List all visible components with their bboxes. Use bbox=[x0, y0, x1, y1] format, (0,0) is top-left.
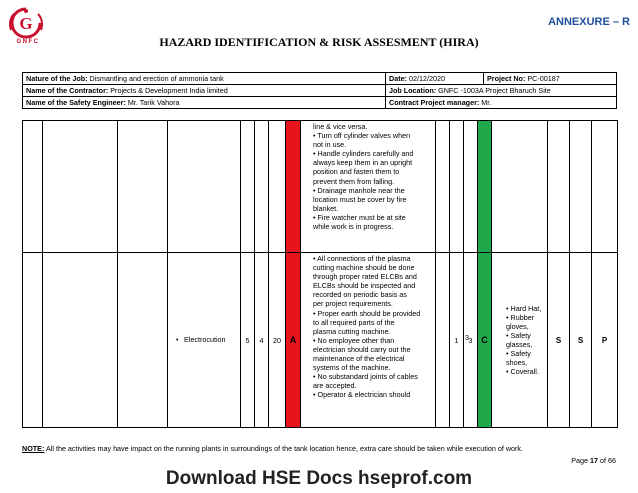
job-cell: Nature of the Job: Dismantling and erection of ammonia tank bbox=[23, 73, 386, 85]
job-info-table bbox=[22, 72, 617, 109]
table-row bbox=[23, 121, 618, 253]
note: NOTE: All the activities may have impact on the running plants in surroundings of the tank location hence, extra care should be taken while execution of work. bbox=[22, 444, 524, 453]
hazard-cell: • Electrocution bbox=[168, 253, 241, 428]
controls-cell bbox=[301, 121, 436, 253]
risk-score-cell: 20 bbox=[269, 253, 286, 428]
status-s1-cell: S bbox=[548, 253, 570, 428]
annexure-label: ANNEXURE – R bbox=[548, 16, 630, 28]
date-cell: Date: 02/12/2020 bbox=[386, 73, 484, 85]
location-cell: Job Location: GNFC -1003A Project Bharuch Site bbox=[386, 85, 617, 97]
risk-level-cell bbox=[286, 121, 301, 253]
logo-text: GNFC bbox=[16, 39, 40, 45]
hira-table bbox=[22, 120, 618, 428]
ppe-cell bbox=[492, 253, 548, 428]
status-p-cell: P bbox=[592, 253, 618, 428]
contractor-cell: Name of the Contractor: Projects & Development India limited bbox=[23, 85, 386, 97]
page-number: Page 17 of 66 bbox=[571, 456, 616, 465]
svg-text:G: G bbox=[19, 14, 33, 33]
residual-level-cell: C bbox=[478, 253, 492, 428]
info-row bbox=[23, 73, 617, 85]
status-s2-cell: S bbox=[570, 253, 592, 428]
project-cell: Project No: PC-00187 bbox=[484, 73, 617, 85]
controls-list: line & vice versa. • Turn off cylinder valves when not in use. • Handle cylinders carefully and always keep them in an upright position and fasten them to prevent them from falling. • Drainage manhole near the location must be cover by fire blanket. • Fire watcher must be at site while work is in progress. bbox=[313, 122, 414, 232]
page-title: HAZARD IDENTIFICATION & RISK ASSESMENT (HIRA) bbox=[159, 35, 479, 49]
severity-cell: 4 bbox=[255, 253, 269, 428]
residual-probability-cell: 1 bbox=[450, 253, 464, 428]
controls-list: • All connections of the plasma cutting machine should be done through proper rated ELCBs and ELCBs should be inspected and recorded on periodic basis as per project requirements. • Proper earth should be provided to all required parts of the plasma cutting machine. • No employee other than electrician should carry out the maintenance of the electrical systems of the machine. • No substandard joints of cables are accepted. • Operator & electrician should bbox=[313, 254, 421, 400]
probability-cell: 5 bbox=[241, 253, 255, 428]
info-row bbox=[23, 85, 617, 97]
footer-watermark: Download HSE Docs hseprof.com bbox=[165, 468, 473, 489]
residual-level-cell bbox=[478, 121, 492, 253]
residual-score: 3 bbox=[465, 333, 469, 342]
manager-cell: Contract Project manager: Mr. bbox=[386, 97, 617, 109]
ppe-list: • Hard Hat, • Rubber gloves, • Safety glasses, • Safety shoes, • Coverall. bbox=[506, 303, 542, 377]
risk-level-cell: A bbox=[286, 253, 301, 428]
residual-severity-cell: 3 bbox=[464, 253, 478, 428]
table-row bbox=[23, 253, 618, 428]
info-row bbox=[23, 97, 617, 109]
controls-cell bbox=[301, 253, 436, 428]
engineer-cell: Name of the Safety Engineer: Mr. Tarik Vahora bbox=[23, 97, 386, 109]
